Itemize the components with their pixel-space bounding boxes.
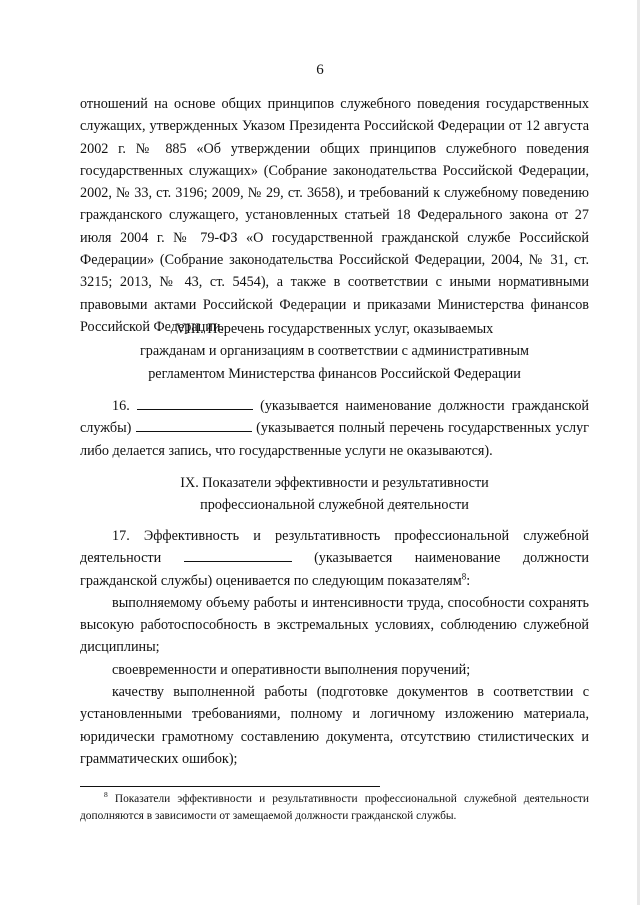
section-8-heading [80, 318, 589, 385]
indicator-3: качеству выполненной работы (подготовке документов в соответствии с установленными требованиями, полному и логичному изложению материала, юридически грамотному составлению документа, отсутствию стилистических и грамматических ошибок); [80, 684, 589, 767]
item-17-text-end: : [466, 572, 471, 589]
item-17-text-b: (указывается наименование должности гражданской службы) оценивается по следующим показателям [80, 550, 590, 589]
item-17-number: 17. [112, 528, 130, 544]
footnote [80, 791, 589, 824]
paragraph-continuation: отношений на основе общих принципов служебного поведения государственных служащих, утвержденных Указом Президента Российской Федерации от 12 августа 2002 г. № 885 «Об утверждении общих принципов служебного поведения государственных служащих» (Собрание законодательства Российской Федерации, 2002, № 33, ст. 3196; 2009, № 29, ст. 3658), и требований к служебному поведению гражданского служащего, установленных статьей 18 Федерального закона от 27 июля 2004 г. № 79-ФЗ «О государственной гражданской службе Российской Федерации» (Собрание законодательства Российской Федерации, 2004, № 31, ст. 3215; 2013, № 43, ст. 5454), а также в соответствии с иными нормативными правовыми актами Российской Федерации и приказами Министерства финансов Российской Федерации. [80, 96, 589, 335]
item-17-text-a: Эффективность и результативность профессиональной служебной деятельности [80, 528, 590, 567]
paragraph-continuation-block [80, 93, 589, 338]
item-16-paragraph [80, 395, 589, 462]
section-8-heading-line-3: регламентом Министерства финансов Российской Федерации [148, 365, 521, 382]
item-16-number: 16. [112, 398, 130, 414]
section-9-heading [80, 472, 589, 517]
item-16-text-a: (указывается наименование должности гражданской службы) [80, 398, 590, 437]
blank-position-field-2 [184, 549, 292, 562]
footnote-marker: 8 [104, 790, 108, 800]
indicator-2: своевременности и оперативности выполнения поручений; [112, 661, 471, 678]
footnote-text: Показатели эффективности и результативности профессиональной служебной деятельности дополняются в зависимости от замещаемой должности гражданской службы. [80, 793, 589, 822]
item-16-text-b: (указывается полный перечень государственных услуг либо делается запись, что государственные услуги не оказываются). [80, 420, 590, 459]
page-number: 6 [316, 62, 324, 78]
section-8-heading-line-1: VIII. Перечень государственных услуг, оказываемых [175, 321, 494, 337]
item-17-block [80, 525, 589, 770]
blank-services-field [136, 419, 252, 432]
footnote-divider [80, 786, 380, 787]
section-9-heading-line-2: профессиональной служебной деятельности [200, 497, 469, 514]
item-16-block [80, 395, 589, 462]
footnote-ref[interactable]: 8 [461, 570, 467, 581]
section-9-heading-line-1: IX. Показатели эффективности и результативности [180, 475, 489, 491]
blank-position-field [137, 397, 253, 410]
section-8-heading-line-2: гражданам и организациям в соответствии с административным [139, 343, 530, 360]
indicator-1: выполняемому объему работы и интенсивности труда, способности сохранять высокую работоспособность в экстремальных условиях, соблюдению служебной дисциплины; [80, 594, 589, 656]
item-17-paragraph [80, 525, 589, 592]
